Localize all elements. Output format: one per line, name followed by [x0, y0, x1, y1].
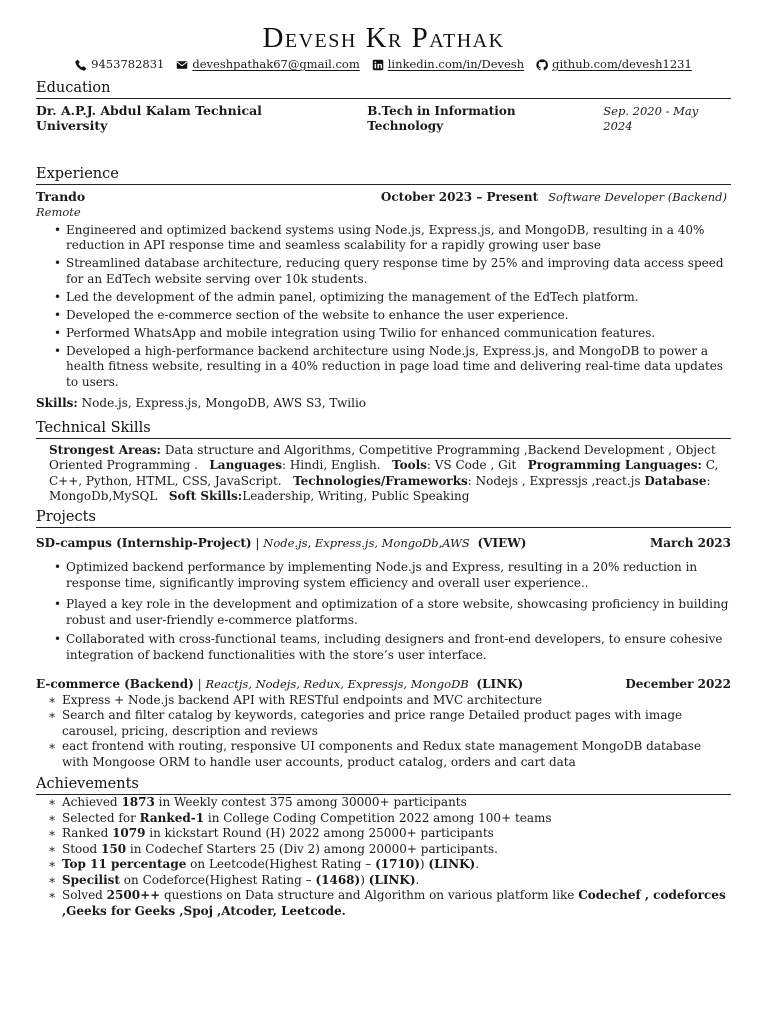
achievement-item: [48, 811, 731, 827]
company-name: Trando: [36, 188, 86, 204]
list-item: • Led the development of the admin panel, optimizing the management of the EdTech platform.: [54, 290, 731, 306]
experience-header: [36, 189, 731, 206]
contact-phone: [75, 57, 164, 73]
frameworks-value: : Nodejs , Expressjs ,react.js: [467, 473, 641, 488]
projects-heading: Projects: [36, 508, 731, 528]
technical-skills-block: [49, 443, 731, 505]
programming-languages-value: C, C++, Python, HTML, CSS, JavaScript.: [49, 458, 719, 488]
achievement-text: in Weekly contest 375 among 30000+ participants: [154, 795, 467, 809]
list-item: • Engineered and optimized backend systems using Node.js, Express.js, and MongoDB, resulting in a 40% reduction in API response time and seamless scalability for a rapidly growing user base: [54, 223, 731, 254]
achievement-highlight: 150: [101, 841, 127, 856]
project-link[interactable]: (LINK): [476, 677, 524, 691]
achievement-highlight: 1079: [112, 826, 146, 840]
list-item: • Streamlined database architecture, reducing query response time by 25% and improving data access speed for an EdTech website serving over 10k students.: [54, 256, 731, 287]
list-item: • Played a key role in the development and optimization of a store website, showcasing proficiency in building robust and user-friendly e-commerce platforms.: [54, 597, 731, 628]
frameworks-label: Technologies/Frameworks: [293, 473, 468, 488]
education-dates: Sep. 2020 - May 2024: [603, 103, 699, 133]
project-view-link[interactable]: (VIEW): [477, 535, 527, 550]
experience-heading: Experience: [36, 165, 731, 185]
experience-skills-label: Skills:: [36, 396, 78, 410]
achievement-highlight: (1468): [315, 872, 361, 887]
project-separator: |: [251, 535, 264, 550]
list-item: ∗ Search and filter catalog by keywords, categories and price range Detailed product pages with image carousel, pricing, description and reviews: [48, 708, 731, 739]
linkedin-link[interactable]: linkedin.com/in/Devesh: [387, 57, 525, 71]
soft-skills-label: Soft Skills:: [168, 489, 243, 503]
achievement-text: on Leetcode(Highest Rating –: [186, 857, 376, 871]
strongest-areas-label: Strongest Areas:: [49, 442, 161, 457]
project-bullets: [48, 693, 731, 771]
achievement-highlight: Specilist: [62, 872, 120, 887]
codeforces-link[interactable]: (LINK): [368, 872, 416, 887]
languages-label: Languages: [209, 458, 282, 472]
achievements-list: [48, 795, 731, 919]
project-date: December 2022: [625, 677, 731, 691]
achievement-text: .: [415, 872, 420, 887]
list-item: ∗ eact frontend with routing, responsive UI components and Redux state management MongoDB database with Mongoose ORM to handle user accounts, product catalog, orders and cart data: [48, 739, 731, 770]
achievement-text: ): [360, 872, 369, 887]
project-header: [36, 677, 731, 693]
project-stack: Reactjs, Nodejs, Redux, Expressjs, MongoDB: [205, 677, 469, 691]
list-item: • Developed a high-performance backend architecture using Node.js, Express.js, and MongoDB to power a health fitness website, resulting in a 40% reduction in page load time and delivering real-time data updates to users.: [54, 344, 731, 391]
achievement-text: Ranked: [62, 826, 113, 840]
project-bullets: [54, 560, 731, 663]
education-entry: [36, 103, 731, 135]
linkedin-icon: [372, 59, 384, 71]
achievements-heading: Achievements: [36, 775, 731, 795]
project-stack: Node.js, Express.js, MongoDb,AWS: [263, 535, 470, 550]
contact-email[interactable]: [176, 57, 359, 73]
achievement-text: questions on Data structure and Algorithm on various platform like: [160, 888, 579, 902]
achievement-text: in kickstart Round (H) 2022 among 25000+ participants: [145, 826, 494, 840]
list-item: • Developed the e-commerce section of the website to enhance the user experience.: [54, 308, 731, 324]
achievement-highlight: 2500++: [106, 888, 161, 902]
achievement-highlight: Top 11 percentage: [62, 857, 187, 871]
list-item: • Performed WhatsApp and mobile integration using Twilio for enhanced communication features.: [54, 326, 731, 342]
experience-period: October 2023 – Present: [380, 189, 539, 204]
achievement-highlight: Codechef , codeforces ,Geeks for Geeks ,Spoj ,Atcoder, Leetcode.: [62, 888, 726, 918]
project-date: March 2023: [650, 535, 731, 550]
tools-label: Tools: [392, 458, 427, 472]
achievement-text: Stood: [62, 841, 101, 856]
languages-value: : Hindi, English.: [281, 458, 381, 472]
project-separator: |: [193, 677, 206, 691]
leetcode-link[interactable]: (LINK): [428, 857, 476, 871]
experience-role: Software Developer (Backend): [548, 189, 727, 204]
project-title: E-commerce (Backend): [36, 677, 194, 691]
degree-name: B.Tech in Information Technology: [367, 103, 516, 133]
candidate-name: Devesh Kr Pathak: [262, 22, 505, 54]
database-value: : MongoDb,MySQL: [49, 473, 711, 503]
programming-languages-label: Programming Languages:: [527, 458, 702, 472]
contact-github[interactable]: [536, 57, 692, 73]
soft-skills-value: Leadership, Writing, Public Speaking: [242, 489, 470, 503]
github-icon: [536, 59, 548, 71]
project-header: [36, 536, 731, 552]
experience-skills-value: Node.js, Express.js, MongoDB, AWS S3, Twilio: [81, 396, 367, 410]
education-heading: Education: [36, 79, 731, 99]
list-item: • Collaborated with cross-functional teams, including designers and front-end developers, to ensure cohesive integration of backend functionalities with the store’s user interface.: [54, 632, 731, 663]
experience-bullets: [54, 223, 731, 391]
achievement-text: ): [419, 857, 429, 871]
experience-meta: [381, 190, 731, 206]
experience-location: Remote: [36, 205, 81, 219]
project-title: SD-campus (Internship-Project): [36, 535, 252, 550]
achievement-item: [48, 888, 731, 919]
university-name: Dr. A.P.J. Abdul Kalam Technical University: [36, 102, 262, 133]
achievement-item: [48, 795, 731, 811]
achievement-text: in College Coding Competition 2022 among 100+ teams: [204, 810, 552, 825]
list-item: ∗ Express + Node.js backend API with RESTful endpoints and MVC architecture: [48, 693, 731, 709]
achievement-item: [48, 826, 731, 842]
strongest-areas-value: Data structure and Algorithms, Competitive Programming ,Backend Development , Object Oriented Programming .: [49, 442, 716, 472]
tools-value: : VS Code , Git: [426, 458, 517, 472]
phone-text: 9453782831: [91, 57, 165, 71]
achievement-item: [48, 857, 731, 873]
achievement-text: on Codeforce(Highest Rating –: [119, 872, 316, 887]
achievement-highlight: (1710): [375, 857, 420, 871]
list-item: • Optimized backend performance by implementing Node.js and Express, resulting in a 20% reduction in response time, significantly improving system efficiency and overall user experience..: [54, 560, 731, 591]
experience-skills: [36, 396, 731, 412]
achievement-item: [48, 842, 731, 858]
phone-icon: [75, 59, 87, 71]
resume-page: [36, 22, 731, 919]
email-link[interactable]: deveshpathak67@gmail.com: [192, 57, 360, 71]
envelope-icon: [176, 59, 188, 71]
achievement-text: .: [475, 857, 480, 871]
achievement-highlight: Ranked-1: [139, 810, 205, 825]
contact-row: [36, 57, 731, 73]
database-label: Database: [644, 473, 707, 488]
achievement-text: Selected for: [62, 810, 140, 825]
achievement-text: Achieved: [62, 795, 122, 809]
achievement-item: [48, 873, 731, 889]
achievement-highlight: 1873: [121, 795, 155, 809]
contact-linkedin[interactable]: [372, 57, 524, 73]
github-link[interactable]: github.com/devesh1231: [552, 57, 692, 71]
achievement-text: Solved: [62, 888, 107, 902]
achievement-text: in Codechef Starters 25 (Div 2) among 20000+ participants.: [126, 841, 498, 856]
technical-skills-heading: Technical Skills: [36, 419, 731, 439]
